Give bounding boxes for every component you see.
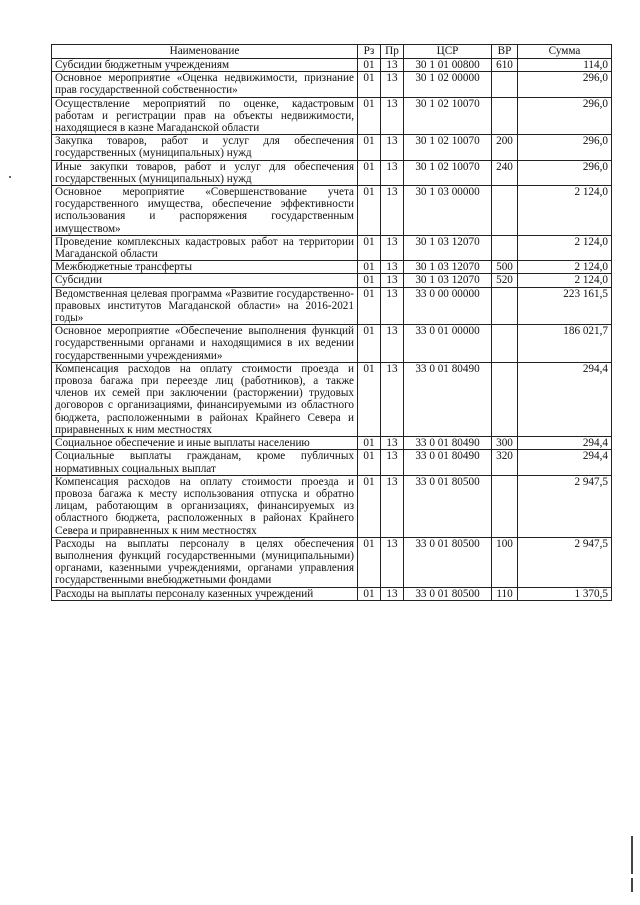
header-rz: Рз [358, 45, 381, 59]
row-name: Осуществление мероприятий по оценке, кадастровым работам и регистрации прав на объекты недвижимости, находящиеся в казне Магаданской области [52, 97, 358, 135]
budget-table [51, 44, 612, 601]
row-name: Субсидии [52, 274, 358, 287]
row-vr [492, 72, 518, 97]
row-csr: 30 1 03 12070 [404, 274, 492, 287]
table-row [52, 135, 612, 160]
table-row [52, 362, 612, 436]
row-vr: 520 [492, 274, 518, 287]
table-row [52, 587, 612, 600]
row-csr: 30 1 02 10070 [404, 97, 492, 135]
table-row [52, 274, 612, 287]
row-sum: 296,0 [518, 160, 612, 185]
row-pr: 13 [381, 437, 404, 450]
row-sum: 296,0 [518, 135, 612, 160]
row-pr: 13 [381, 97, 404, 135]
row-name: Проведение комплексных кадастровых работ на территории Магаданской области [52, 235, 358, 260]
header-sum: Сумма [518, 45, 612, 59]
row-pr: 13 [381, 72, 404, 97]
row-name: Компенсация расходов на оплату стоимости проезда и провоза багажа к месту использования отпуска и обратно лицам, работающим в организациях, финансируемых из областного бюджета, расположенных в районах Крайнего Севера и приравненных к ним местностях [52, 475, 358, 537]
row-name: Расходы на выплаты персоналу казенных учреждений [52, 587, 358, 600]
row-name: Иные закупки товаров, работ и услуг для обеспечения государственных (муниципальных) нужд [52, 160, 358, 185]
row-pr: 13 [381, 235, 404, 260]
row-vr [492, 362, 518, 436]
row-pr: 13 [381, 587, 404, 600]
row-pr: 13 [381, 362, 404, 436]
scan-edge-mark [631, 878, 633, 892]
row-csr: 33 0 01 00000 [404, 325, 492, 363]
header-name: Наименование [52, 45, 358, 59]
row-vr [492, 235, 518, 260]
row-sum: 223 161,5 [518, 287, 612, 325]
row-name: Социальные выплаты гражданам, кроме публичных нормативных социальных выплат [52, 450, 358, 475]
row-csr: 33 0 01 80500 [404, 475, 492, 537]
row-pr: 13 [381, 325, 404, 363]
row-rz: 01 [358, 72, 381, 97]
scan-speck [9, 176, 11, 178]
row-rz: 01 [358, 287, 381, 325]
table-row [52, 287, 612, 325]
row-csr: 33 0 01 80500 [404, 587, 492, 600]
row-sum: 296,0 [518, 72, 612, 97]
row-vr: 200 [492, 135, 518, 160]
row-rz: 01 [358, 587, 381, 600]
row-csr: 30 1 02 10070 [404, 160, 492, 185]
row-name: Расходы на выплаты персоналу в целях обеспечения выполнения функций государственными (муниципальными) органами, казенными учреждениями, органами управления государственными внебюджетными фондами [52, 537, 358, 587]
table-row [52, 437, 612, 450]
row-pr: 13 [381, 537, 404, 587]
row-pr: 13 [381, 475, 404, 537]
row-rz: 01 [358, 537, 381, 587]
table-row [52, 325, 612, 363]
row-rz: 01 [358, 261, 381, 274]
row-csr: 33 0 01 80490 [404, 450, 492, 475]
row-name: Основное мероприятие «Оценка недвижимости, признание прав государственной собственности» [52, 72, 358, 97]
table-row [52, 59, 612, 72]
header-csr: ЦСР [404, 45, 492, 59]
table-row [52, 235, 612, 260]
row-vr [492, 186, 518, 236]
table-row [52, 450, 612, 475]
table-row [52, 160, 612, 185]
row-csr: 30 1 02 00000 [404, 72, 492, 97]
row-sum: 2 124,0 [518, 186, 612, 236]
row-vr: 320 [492, 450, 518, 475]
table-row [52, 537, 612, 587]
row-vr [492, 287, 518, 325]
table-row [52, 72, 612, 97]
row-sum: 2 947,5 [518, 475, 612, 537]
row-pr: 13 [381, 135, 404, 160]
table-row [52, 97, 612, 135]
row-rz: 01 [358, 475, 381, 537]
row-vr: 500 [492, 261, 518, 274]
row-sum: 1 370,5 [518, 587, 612, 600]
header-vr: ВР [492, 45, 518, 59]
row-csr: 30 1 02 10070 [404, 135, 492, 160]
row-csr: 30 1 03 12070 [404, 235, 492, 260]
row-vr [492, 325, 518, 363]
row-vr: 610 [492, 59, 518, 72]
row-pr: 13 [381, 160, 404, 185]
row-name: Субсидии бюджетным учреждениям [52, 59, 358, 72]
row-csr: 33 0 01 80490 [404, 362, 492, 436]
table-row [52, 261, 612, 274]
row-pr: 13 [381, 261, 404, 274]
row-csr: 30 1 03 12070 [404, 261, 492, 274]
row-pr: 13 [381, 186, 404, 236]
row-vr [492, 97, 518, 135]
row-sum: 294,4 [518, 450, 612, 475]
row-csr: 33 0 01 80490 [404, 437, 492, 450]
row-rz: 01 [358, 450, 381, 475]
row-rz: 01 [358, 362, 381, 436]
table-header-row [52, 45, 612, 59]
table-row [52, 186, 612, 236]
row-vr: 100 [492, 537, 518, 587]
row-rz: 01 [358, 186, 381, 236]
row-vr [492, 475, 518, 537]
row-csr: 33 0 00 00000 [404, 287, 492, 325]
row-rz: 01 [358, 135, 381, 160]
row-vr: 300 [492, 437, 518, 450]
row-sum: 294,4 [518, 437, 612, 450]
header-pr: Пр [381, 45, 404, 59]
row-pr: 13 [381, 287, 404, 325]
row-sum: 294,4 [518, 362, 612, 436]
row-vr: 110 [492, 587, 518, 600]
row-name: Компенсация расходов на оплату стоимости проезда и провоза багажа при переезде лиц (работников), а также членов их семей при заключении (расторжении) трудовых договоров с организациями, финансируемыми из областного бюджета, расположенными в районах Крайнего Севера и приравненных к ним местностях [52, 362, 358, 436]
row-rz: 01 [358, 59, 381, 72]
row-sum: 186 021,7 [518, 325, 612, 363]
row-pr: 13 [381, 274, 404, 287]
row-name: Социальное обеспечение и иные выплаты населению [52, 437, 358, 450]
row-rz: 01 [358, 235, 381, 260]
row-sum: 2 124,0 [518, 235, 612, 260]
row-csr: 30 1 03 00000 [404, 186, 492, 236]
row-sum: 114,0 [518, 59, 612, 72]
row-pr: 13 [381, 450, 404, 475]
row-csr: 33 0 01 80500 [404, 537, 492, 587]
table-row [52, 475, 612, 537]
row-name: Ведомственная целевая программа «Развитие государственно-правовых институтов Магаданской области» на 2016-2021 годы» [52, 287, 358, 325]
row-name: Межбюджетные трансферты [52, 261, 358, 274]
row-rz: 01 [358, 97, 381, 135]
row-rz: 01 [358, 160, 381, 185]
row-rz: 01 [358, 274, 381, 287]
row-pr: 13 [381, 59, 404, 72]
row-rz: 01 [358, 325, 381, 363]
row-rz: 01 [358, 437, 381, 450]
row-sum: 2 124,0 [518, 261, 612, 274]
row-name: Закупка товаров, работ и услуг для обеспечения государственных (муниципальных) нужд [52, 135, 358, 160]
row-sum: 2 124,0 [518, 274, 612, 287]
row-name: Основное мероприятие «Обеспечение выполнения функций государственными органами и находящимися в их ведении государственными учреждениями» [52, 325, 358, 363]
scan-edge-mark [631, 836, 633, 874]
row-name: Основное мероприятие «Совершенствование учета государственного имущества, обеспечение эффективности использования и распоряжения государственным имуществом» [52, 186, 358, 236]
row-csr: 30 1 01 00800 [404, 59, 492, 72]
row-vr: 240 [492, 160, 518, 185]
row-sum: 296,0 [518, 97, 612, 135]
row-sum: 2 947,5 [518, 537, 612, 587]
